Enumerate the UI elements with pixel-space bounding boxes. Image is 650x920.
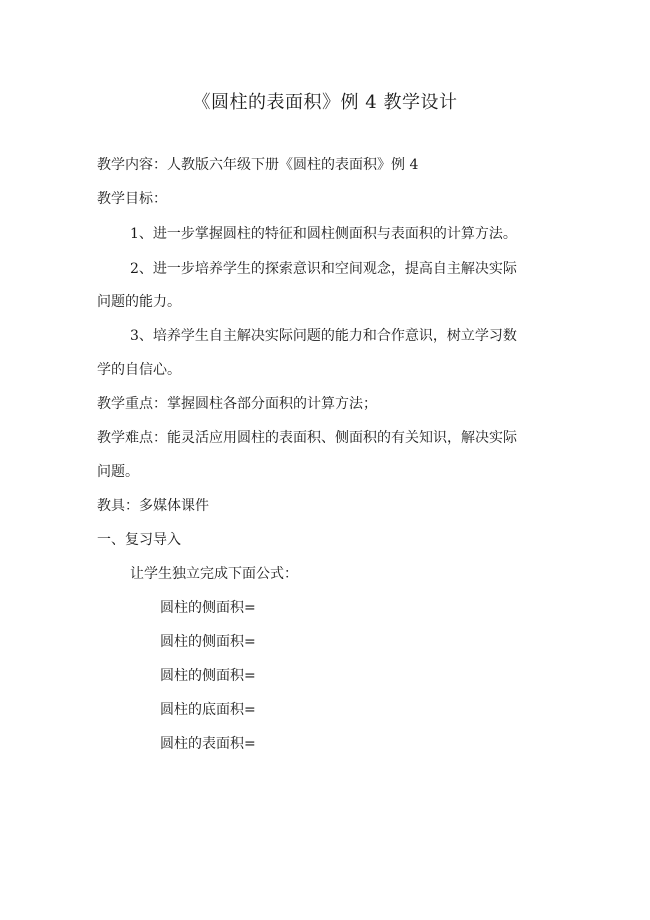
teaching-difficulty-line-2: 问题。 <box>97 464 139 480</box>
goal-1: 1、进一步掌握圆柱的特征和圆柱侧面积与表面积的计算方法。 <box>130 226 517 242</box>
teaching-difficulty-line-1: 教学难点：能灵活应用圆柱的表面积、侧面积的有关知识，解决实际 <box>97 430 517 446</box>
teaching-goals-heading: 教学目标： <box>97 191 167 207</box>
formula-item: 圆柱的侧面积= <box>160 668 256 684</box>
goal-3-line-2: 学的自信心。 <box>97 362 181 378</box>
teaching-key-point: 教学重点：掌握圆柱各部分面积的计算方法； <box>97 396 377 412</box>
teaching-tools: 教具：多媒体课件 <box>97 498 209 514</box>
goal-2-line-2: 问题的能力。 <box>97 294 181 310</box>
goal-2-line-1: 2、进一步培养学生的探索意识和空间观念，提高自主解决实际 <box>130 261 517 277</box>
goal-3-line-1: 3、培养学生自主解决实际问题的能力和合作意识，树立学习数 <box>130 328 517 344</box>
formula-item: 圆柱的表面积= <box>160 736 256 752</box>
section-heading-review: 一、复习导入 <box>97 532 181 548</box>
teaching-content: 教学内容：人教版六年级下册《圆柱的表面积》例 4 <box>97 157 419 173</box>
formula-item: 圆柱的侧面积= <box>160 600 256 616</box>
instruction-text: 让学生独立完成下面公式： <box>130 566 298 582</box>
formula-item: 圆柱的侧面积= <box>160 634 256 650</box>
formula-item: 圆柱的底面积= <box>160 702 256 718</box>
document-title: 《圆柱的表面积》例 4 教学设计 <box>192 92 458 113</box>
